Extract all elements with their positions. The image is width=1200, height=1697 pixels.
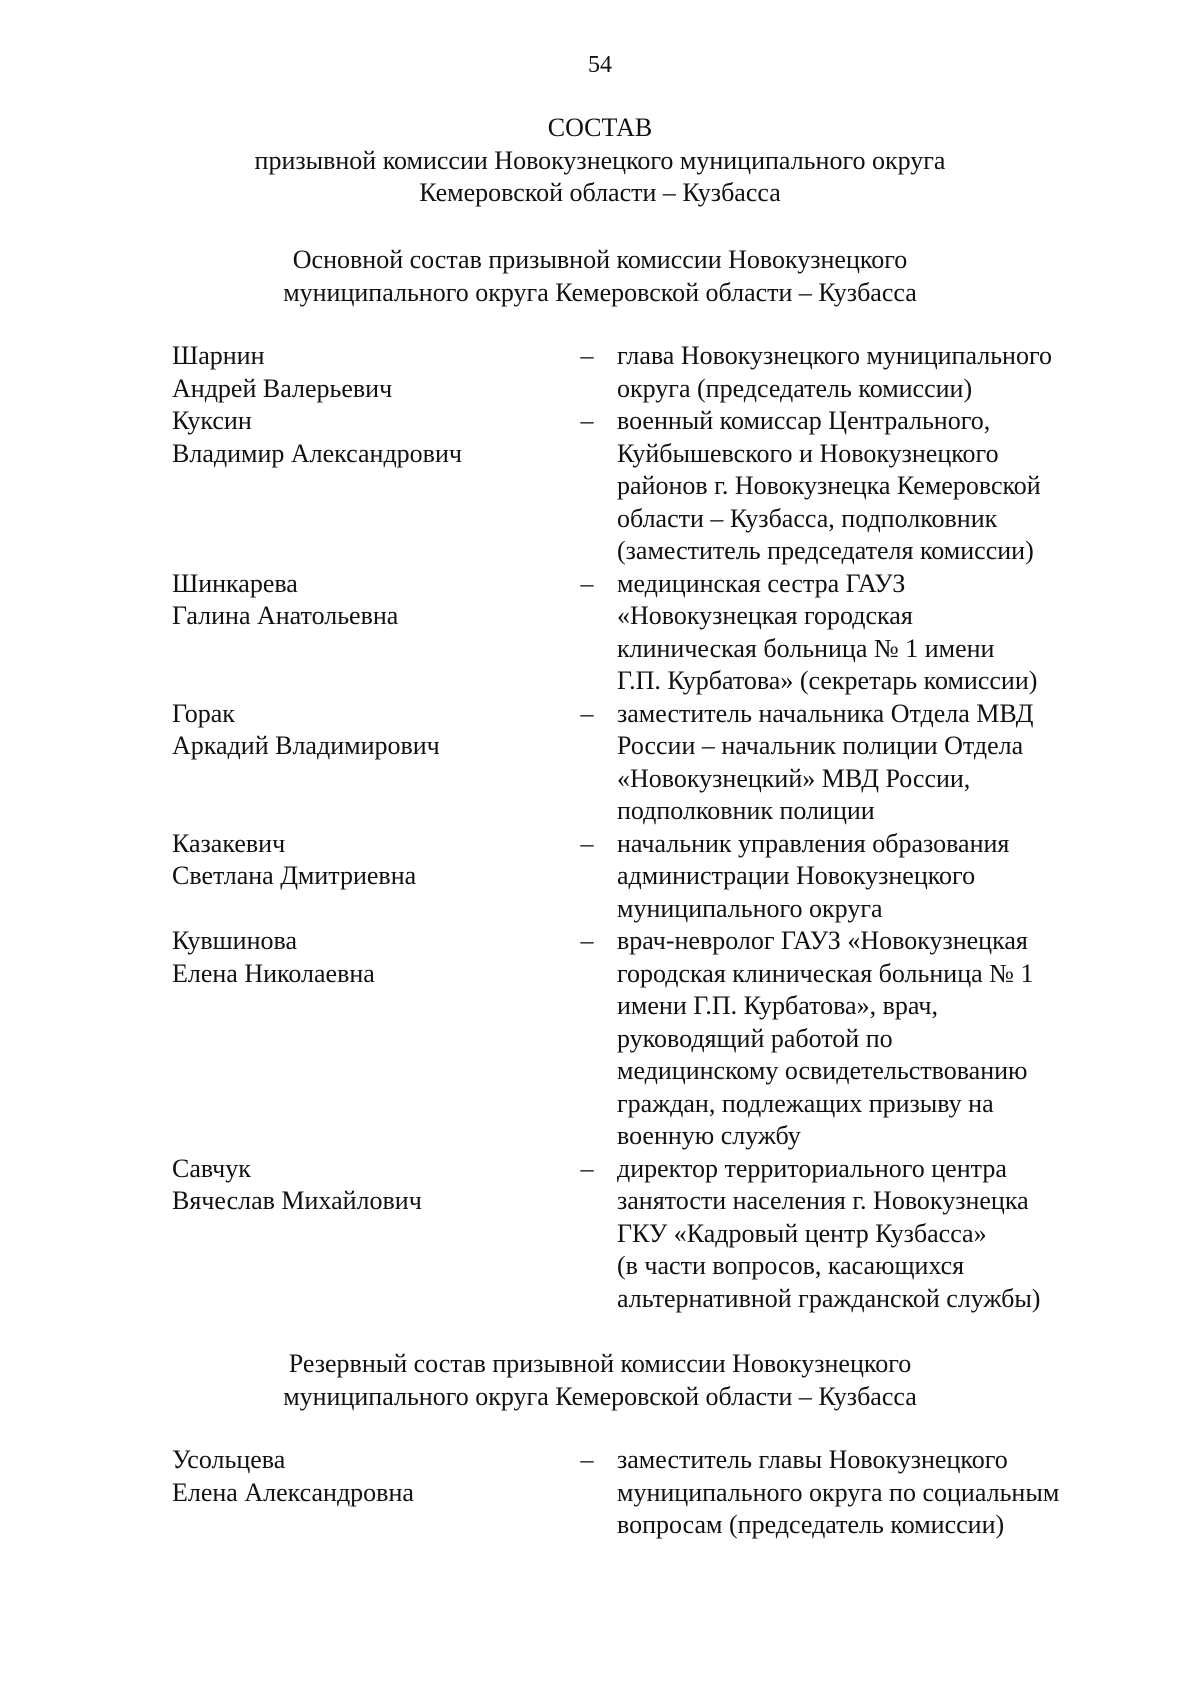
role-line: (в части вопросов, касающихся — [617, 1251, 965, 1280]
main-roster — [172, 340, 1112, 1315]
member-entry — [172, 340, 1112, 405]
role-line: подполковник полиции — [617, 796, 875, 825]
member-entry — [172, 1153, 1112, 1316]
dash-separator: – — [580, 406, 594, 435]
role-line: альтернативной гражданской службы) — [617, 1283, 1041, 1313]
role-line: районов г. Новокузнецка Кемеровской — [617, 471, 1041, 500]
role-line: клиническая больница № 1 имени — [617, 633, 995, 663]
member-name — [172, 340, 552, 405]
member-given-names: Галина Анатольевна — [172, 601, 399, 630]
member-role — [617, 568, 1117, 698]
heading-line: Резервный состав призывной комиссии Новокузнецкого — [288, 1349, 912, 1378]
role-line: «Новокузнецкая городская — [617, 601, 913, 630]
member-name — [172, 1153, 552, 1218]
title-line: Кемеровской области – Кузбасса — [419, 178, 781, 207]
member-given-names: Андрей Валерьевич — [172, 373, 393, 403]
role-line: медицинская сестра ГАУЗ — [617, 568, 906, 598]
member-given-names: Владимир Александрович — [172, 438, 462, 468]
member-surname: Кувшинова — [172, 926, 297, 955]
role-line: военный комиссар Центрального, — [617, 406, 991, 435]
member-surname: Горак — [172, 698, 235, 728]
member-name — [172, 568, 552, 633]
member-surname: Шарнин — [172, 341, 265, 370]
member-given-names: Светлана Дмитриевна — [172, 861, 417, 890]
member-entry — [172, 568, 1112, 698]
member-name — [172, 1444, 552, 1509]
role-line: медицинскому освидетельствованию — [617, 1056, 1028, 1085]
role-line: руководящий работой по — [617, 1023, 893, 1053]
member-surname: Усольцева — [172, 1445, 286, 1474]
role-line: ГКУ «Кадровый центр Кузбасса» — [617, 1218, 987, 1248]
member-name — [172, 925, 552, 990]
dash-separator: – — [580, 828, 594, 858]
member-entry — [172, 828, 1112, 926]
role-line: занятости населения г. Новокузнецка — [617, 1186, 1029, 1215]
document-title — [0, 112, 1200, 210]
title-line: призывной комиссии Новокузнецкого муниципального округа — [254, 145, 946, 175]
role-line: «Новокузнецкий» МВД России, — [617, 763, 971, 793]
role-line: (заместитель председателя комиссии) — [617, 536, 1034, 565]
dash-separator: – — [580, 926, 594, 955]
title-line: СОСТАВ — [547, 113, 653, 142]
member-entry — [172, 925, 1112, 1153]
dash-separator: – — [580, 341, 594, 370]
heading-line: муниципального округа Кемеровской области – Кузбасса — [283, 277, 917, 307]
role-line: России – начальник полиции Отдела — [617, 731, 1024, 760]
role-line: муниципального округа — [617, 893, 883, 923]
member-role — [617, 828, 1117, 926]
role-line: округа (председатель комиссии) — [617, 373, 973, 403]
member-role — [617, 1444, 1117, 1542]
role-line: граждан, подлежащих призыву на — [617, 1088, 994, 1118]
reserve-section-heading — [0, 1348, 1200, 1413]
role-line: Г.П. Курбатова» (секретарь комиссии) — [617, 666, 1038, 695]
member-role — [617, 925, 1117, 1153]
member-entry — [172, 1444, 1112, 1542]
role-line: вопросам (председатель комиссии) — [617, 1510, 1005, 1539]
member-role — [617, 340, 1117, 405]
role-line: заместитель начальника Отдела МВД — [617, 698, 1034, 728]
member-given-names: Аркадий Владимирович — [172, 731, 440, 760]
member-entry — [172, 698, 1112, 828]
member-entry — [172, 405, 1112, 568]
role-line: заместитель главы Новокузнецкого — [617, 1445, 1008, 1474]
role-line: военную службу — [617, 1121, 801, 1150]
dash-separator: – — [580, 568, 594, 598]
member-surname: Казакевич — [172, 828, 286, 858]
role-line: врач-невролог ГАУЗ «Новокузнецкая — [617, 926, 1028, 955]
dash-separator: – — [580, 1153, 594, 1183]
heading-line: Основной состав призывной комиссии Новокузнецкого — [292, 245, 908, 274]
role-line: администрации Новокузнецкого — [617, 861, 976, 890]
role-line: начальник управления образования — [617, 828, 1010, 858]
member-role — [617, 1153, 1117, 1316]
page-number: 54 — [588, 52, 612, 78]
main-section-heading — [0, 244, 1200, 309]
dash-separator: – — [580, 1445, 594, 1474]
dash-separator: – — [580, 698, 594, 728]
heading-line: муниципального округа Кемеровской области – Кузбасса — [283, 1381, 917, 1411]
member-given-names: Елена Николаевна — [172, 958, 375, 988]
member-surname: Шинкарева — [172, 568, 298, 598]
role-line: директор территориального центра — [617, 1153, 1007, 1183]
member-given-names: Вячеслав Михайлович — [172, 1186, 422, 1215]
reserve-roster — [172, 1444, 1112, 1542]
member-given-names: Елена Александровна — [172, 1477, 414, 1507]
role-line: Куйбышевского и Новокузнецкого — [617, 438, 999, 468]
member-name — [172, 698, 552, 763]
member-surname: Савчук — [172, 1153, 251, 1183]
role-line: имени Г.П. Курбатова», врач, — [617, 991, 938, 1020]
role-line: глава Новокузнецкого муниципального — [617, 341, 1052, 370]
member-role — [617, 698, 1117, 828]
member-name — [172, 828, 552, 893]
role-line: области – Кузбасса, подполковник — [617, 503, 998, 533]
role-line: городская клиническая больница № 1 — [617, 958, 1034, 988]
member-role — [617, 405, 1117, 568]
member-surname: Куксин — [172, 406, 252, 435]
member-name — [172, 405, 552, 470]
role-line: муниципального округа по социальным — [617, 1477, 1060, 1507]
